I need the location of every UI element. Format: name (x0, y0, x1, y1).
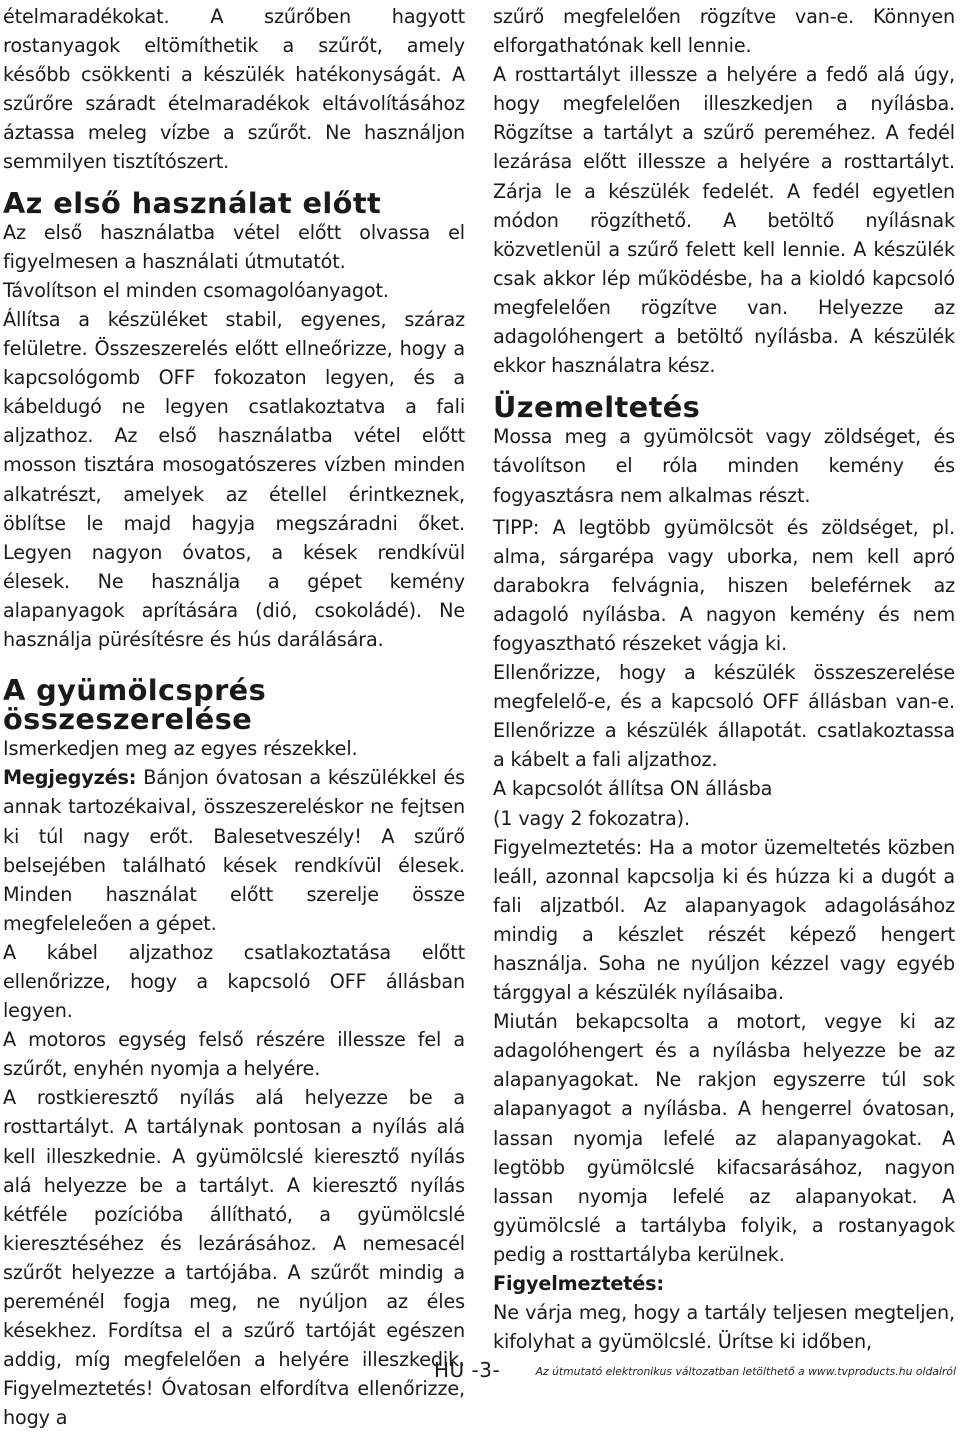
operation-paragraph-1: Mossa meg a gyümölcsöt vagy zöldséget, és távolítson el róla minden kemény és fogyasztásra nem alkalmas részt. (493, 425, 955, 507)
first-use-paragraph-2: Távolítson el minden csomagolóanyagot. (3, 278, 389, 302)
operation-warning-paragraph: Figyelmeztetés: Ha a motor üzemeltetés közben leáll, azonnal kapcsolja ki és húzza ki a dugót a fali aljzatból. Az alapanyagok adagolásához mindig a készlet részét képező hengert használja. Soha ne nyúljon kézzel vagy egyéb tárggyal a készülék nyílásaiba. (493, 835, 955, 1005)
right-column (493, 2, 955, 1356)
operation-paragraph-3: Ellenőrizze, hogy a készülék összeszerelése megfelelő-e, és a kapcsoló OFF állásban van-e. Ellenőrizze a készülék állapotát. csatlakoztassa a kábelt a fali aljzathoz. (493, 661, 955, 772)
heading-assembly: A gyümölcsprés összeszerelése (3, 673, 267, 737)
assembly-paragraph-1: Ismerkedjen meg az egyes részekkel. (3, 737, 358, 761)
first-use-paragraph-1: Az első használatba vétel előtt olvassa el figyelmesen a használati útmutatót. (3, 220, 465, 273)
assembly-continued-2: A rosttartályt illessze a helyére a fedő alá úgy, hogy megfelelően illeszkedjen a nyílásba. Rögzítse a tartályt a szűrő pereméhez. A fedél lezárása előtt illessze a helyére a rosttartályt. Zárja le a készülék fedelét. A fedél egyetlen módon rögzíthető. A betöltő nyílásnak közvetlenül a szűrő felett kell lennie. A készülék csak akkor lép működésbe, ha a kioldó kapcsoló megfelelően rögzítve van. Helyezze az adagolóhengert a betöltő nyílásba. A készülék ekkor használatra kész. (493, 63, 955, 378)
assembly-continued: szűrő megfelelően rögzítve van-e. Könnyen elforgathatónak kell lennie. (493, 5, 955, 58)
assembly-paragraph-3: A kábel aljzathoz csatlakoztatása előtt ellenőrizze, hogy a kapcsoló OFF állásban legyen. (3, 940, 465, 1023)
page-number: HU -3- (434, 1358, 501, 1382)
assembly-paragraph-4: A motoros egység felső részére illessze fel a szűrőt, enyhén nyomja a helyére. (3, 1028, 465, 1081)
cleaning-paragraph: ételmaradékokat. A szűrőben hagyott rostanyagok eltömíthetik a szűrőt, amely később csökkenti a készülék hatékonyságát. A szűrőre száradt ételmaradékok eltávolításához áztassa meleg vízbe a szűrőt. Ne használjon semmilyen tisztítószert. (3, 5, 465, 174)
assembly-note (3, 763, 465, 938)
operation-paragraph-4b: (1 vagy 2 fokozatra). (493, 806, 690, 830)
warning-text: Ne várja meg, hogy a tartály teljesen megteljen, kifolyhat a gyümölcslé. Ürítse ki időben, (493, 1301, 955, 1354)
operation-paragraph-6: Miután bekapcsolta a motort, vegye ki az adagolóhengert és a nyílásba helyezze be az alapanyagokat. Ne rakjon egyszerre túl sok alapanyagot a nyílásba. A hengerrel óvatosan, lassan nyomja lefelé az alapanyagokat. A legtöbb gyümölcslé kifacsarásához, nagyon lassan nyomja lefelé az alapanyokat. A gyümölcslé a tartályba folyik, a rostanyagok pedig a rosttartályba kerülnek. (493, 1010, 955, 1266)
left-column (3, 2, 465, 1433)
heading-first-use: Az első használat előtt (3, 185, 382, 220)
first-use-paragraph-3: Állítsa a készüléket stabil, egyenes, száraz felületre. Összeszerelés előtt ellneőrizze, hogy a kapcsológomb OFF fokozaton legyen, és a kábeldugó ne legyen csatlakoztatva a fali aljzathoz. Az első használatba vétel előtt mosson tisztára mosogatószeres vízben minden alkatrészt, amelyek az étellel érintkeznek, öblítse le majd hagyja megszáradni őket. Legyen nagyon óvatos, a kések rendkívül élesek. Ne használja a gépet kemény alapanyagok aprítására (dió, csokoládé). Ne használja pürésítésre és hús darálására. (3, 307, 465, 651)
download-note: Az útmutató elektronikus változatban letölthető a www.tvproducts.hu oldalról (535, 1365, 956, 1378)
warning-label: Figyelmeztetés: (493, 1272, 664, 1296)
heading-operation: Üzemeltetés (493, 390, 701, 425)
note-text: Bánjon óvatosan a készülékkel és annak tartozékaival, összeszereléskor ne fejtsen ki túl nagy erőt. Balesetveszély! A szűrő belsejében található kések rendkívül élesek. Minden használat előtt szerelje össze megfeleleően a gépet. (3, 766, 465, 935)
operation-paragraph-4a: A kapcsolót állítsa ON állásba (493, 777, 773, 801)
assembly-paragraph-5: A rostkieresztő nyílás alá helyezze be a rosttartályt. A tartálynak pontosan a nyílás alá kell illeszkednie. A gyümölcslé kieresztő nyílás alá helyezze be a tartályt. A kieresztő nyílás kétféle pozícióba állítható, a gyümölcslé kieresztéséhez és lezárásához. A nemesacél szűrőt helyezze a tartójába. A szűrőt mindig a pereménél fogja meg, ne nyúljon az éles késekhez. Fordítsa el a szűrő tartóját egészen addig, míg megfelelően a helyére illeszkedik. Figyelmeztetés! Óvatosan elfordítva ellenőrizze, hogy a (3, 1086, 465, 1430)
operation-tip: TIPP: A legtöbb gyümölcsöt és zöldséget, pl. alma, sárgarépa vagy uborka, nem kell apró darabokra felvágnia, hiszen beleférnek az adagoló nyílásba. A nagyon kemény és nem fogyasztható részeket vágja ki. (493, 515, 955, 655)
note-label: Megjegyzés: (3, 766, 137, 790)
